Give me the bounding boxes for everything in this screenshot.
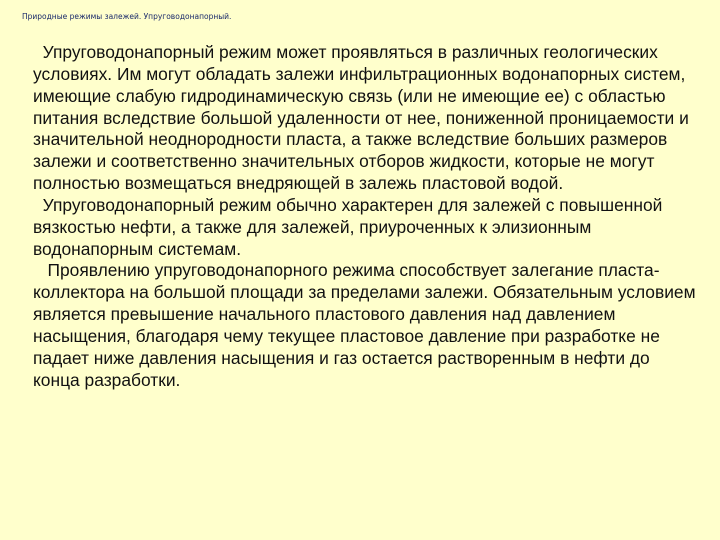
paragraph-2: Упруговодонапорный режим обычно характерен для залежей с повышенной вязкостью нефти, а также для залежей, приуроченных к элизионным водонапорным системам. (33, 194, 668, 259)
paragraph-1: Упруговодонапорный режим может проявляться в различных геологических условиях. Им могут обладать залежи инфильтрационных водонапорных систем, имеющие слабую гидродинамическую связь (или не имеющие ее) с областью питания вследствие большой удаленности от нее, пониженной проницаемости и значительной неоднородности пласта, а также вследствие больших размеров залежи и соответственно значительных отборов жидкости, которые не могут полностью возмещаться внедряющей в залежь пластовой водой. (33, 42, 694, 194)
slide-header: Природные режимы залежей. Упруговодонапорный. (22, 12, 232, 21)
paragraph-3: Проявлению упруговодонапорного режима способствует залегание пласта-коллектора на большой площади за пределами залежи. Обязательным условием является превышение начального пластового давления над давлением насыщения, благодаря чему текущее пластовое давление при разработке не падает ниже давления насыщения и газ остается растворенным в нефти до конца разработки. (33, 260, 701, 390)
body-text (33, 42, 699, 392)
